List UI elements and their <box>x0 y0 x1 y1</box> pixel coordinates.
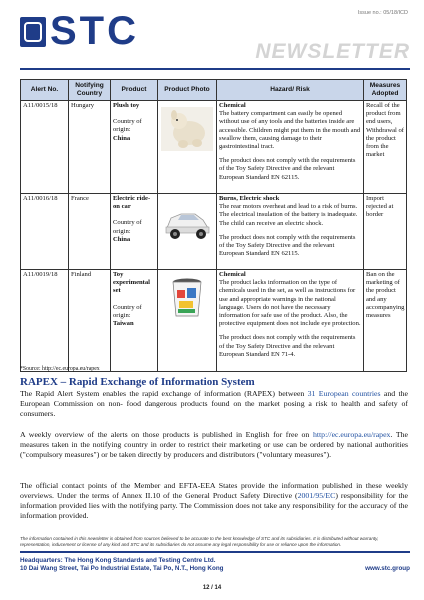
product-name: Plush toy <box>113 102 140 109</box>
section-title: RAPEX – Rapid Exchange of Information System <box>20 376 255 388</box>
origin-label: Country of origin: <box>113 219 142 235</box>
col-header-alert-no: Alert No. <box>21 80 69 101</box>
table-row <box>21 194 407 270</box>
measures-cell: Recall of the product from end users, Withdrawal of the product from the market <box>364 101 407 194</box>
col-header-product: Product <box>111 80 158 101</box>
directive-link[interactable]: 2001/95/EC <box>297 490 336 500</box>
origin-label: Country of origin: <box>113 118 142 134</box>
footer-website-link[interactable]: www.stc.group <box>365 565 410 572</box>
experimental-set-photo <box>161 276 213 320</box>
table-header-row <box>21 80 407 101</box>
origin-value: China <box>113 235 131 243</box>
page-header <box>0 0 424 68</box>
product-name: Electric ride-on car <box>113 195 151 211</box>
country-cell: France <box>69 194 111 270</box>
footer-address: 10 Dai Wang Street, Tai Po Industrial Estate, Tai Po, N.T., Hong Kong <box>20 565 224 572</box>
hazard-description: The product lacks information on the type of chemicals used in the set, as well as instructions for use and appropriate warnings in the national language. Users do not have the necessary information for safe use of the product. Also, the protective equipment does not include eye protection. <box>219 279 361 328</box>
stc-logo-icon <box>20 17 46 47</box>
rapex-paragraph-2: A weekly overview of the alerts on those products is published in English for free on http://ec.europa.eu/rapex. The measures taken in the notifying country in order to restrict their marketing or use can be ordered by national authorities ("compulsory measures") or be taken directly by producers and distributors ("voluntary measures"). <box>20 430 408 459</box>
footer <box>20 557 410 579</box>
hazard-compliance-note: The product does not comply with the requirements of the Toy Safety Directive and the relevant European Standard EN 62115. <box>219 233 356 258</box>
col-header-measures: Measures Adopted <box>364 80 407 101</box>
rapex-alerts-table <box>20 79 407 372</box>
hazard-title: Chemical <box>219 102 246 109</box>
footer-divider <box>20 551 410 553</box>
ride-on-car-photo <box>161 200 213 244</box>
col-header-hazard: Hazard/ Risk <box>217 80 364 101</box>
photo-cell <box>158 270 217 372</box>
measures-cell: Import rejected at border <box>364 194 407 270</box>
hazard-description: The rear motors overheat and lead to a risk of burns. The electrical insulation of the battery is inadequate. The child can receive an electric shock. <box>219 203 358 227</box>
hazard-cell <box>217 270 364 372</box>
rapex-paragraph-3: The official contact points of the Member and EFTA-EEA States provide the information published in these weekly overviews. Under the terms of Annex II.10 of the General Product Safety Directive (2001/95/EC) responsibility for the information provided lies with the notifying party. The Commission does not take any responsibility for the accuracy of the information provided. <box>20 481 408 520</box>
hazard-compliance-note: The product does not comply with the requirements of the Toy Safety Directive and the relevant European Standard EN 71-4. <box>219 334 356 358</box>
footer-headquarters: Headquarters: The Hong Kong Standards and Testing Centre Ltd. <box>20 557 216 564</box>
hazard-cell <box>217 194 364 270</box>
hazard-title: Burns, Electric shock <box>219 195 280 202</box>
country-cell: Hungary <box>69 101 111 194</box>
origin-value: China <box>113 134 131 142</box>
product-cell <box>111 194 158 270</box>
alert-no-cell: A11/0015/18 <box>21 101 69 194</box>
table-row <box>21 270 407 372</box>
measures-cell: Ban on the marketing of the product and any accompanying measures <box>364 270 407 372</box>
photo-cell <box>158 194 217 270</box>
logo-text: STC <box>50 9 139 53</box>
alert-no-cell: A11/0019/18 <box>21 270 69 372</box>
rapex-paragraph-1: The Rapid Alert System enables the rapid exchange of information (RAPEX) between 31 European countries and the European Commission on non- food dangerous products found on the market posing a risk to health and safety of consumers. <box>20 389 409 418</box>
table-row <box>21 101 407 194</box>
origin-value: Taiwan <box>113 320 134 328</box>
product-name: Toy experimental set <box>113 271 150 295</box>
product-cell <box>111 101 158 194</box>
rapex-website-link[interactable]: http://ec.europa.eu/rapex <box>312 430 391 439</box>
disclaimer: The information contained in this newsletter is obtained from sources believed to be accurate to the best knowledge of STC and its subsidiaries. It is distributed without warranty, representation, inducement or license of any kind and STC and its subsidiaries do not assume any legal responsibility for use or reliance upon the information. <box>20 536 379 547</box>
plush-toy-photo <box>161 107 213 151</box>
product-cell <box>111 270 158 372</box>
european-countries-link[interactable]: 31 European countries <box>307 389 381 398</box>
country-cell: Finland <box>69 270 111 372</box>
col-header-country: Notifying Country <box>69 80 111 101</box>
hazard-compliance-note: The product does not comply with the requirements of the Toy Safety Directive and the relevant European Standard EN 62115. <box>219 157 356 181</box>
header-divider <box>20 68 410 70</box>
newsletter-label: NEWSLETTER <box>255 40 410 63</box>
photo-cell <box>158 101 217 194</box>
hazard-title: Chemical <box>219 271 246 278</box>
page-number: 12 / 14 <box>202 585 222 591</box>
origin-label: Country of origin: <box>113 303 142 319</box>
source-note: *Source: http://ec.europa.eu/rapex <box>20 366 100 372</box>
hazard-cell <box>217 101 364 194</box>
col-header-photo: Product Photo <box>158 80 217 101</box>
issue-number: Issue no.: 05/18/ICD <box>357 10 408 16</box>
alert-no-cell: A11/0016/18 <box>21 194 69 270</box>
hazard-description: The battery compartment can easily be opened without use of any tools and the batteries inside are accessible. Children might put them in the mouth and swallow them, causing damage to their gastrointestinal tract. <box>219 110 361 151</box>
